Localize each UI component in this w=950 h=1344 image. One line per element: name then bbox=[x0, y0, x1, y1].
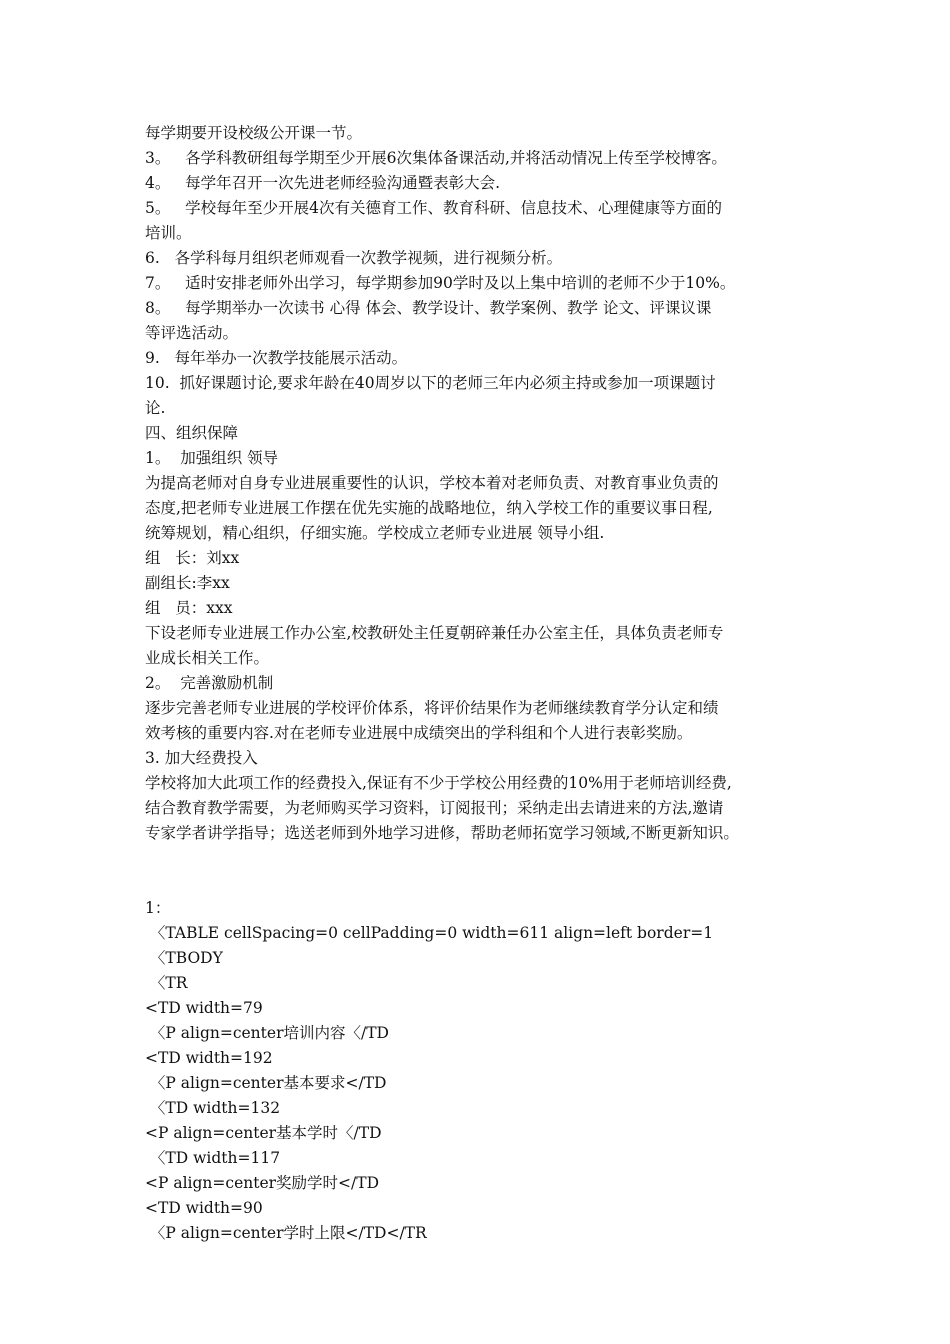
text-line: 5。 学校每年至少开展4次有关德育工作、教育科研、信息技术、心理健康等方面的 bbox=[145, 199, 723, 217]
text-line: 效考核的重要内容.对在老师专业进展中成绩突出的学科组和个人进行表彰奖励。 bbox=[145, 724, 693, 742]
code-line: 〈TD width=117 bbox=[145, 1149, 281, 1167]
text-line: 每学期要开设校级公开课一节。 bbox=[145, 124, 363, 142]
appendix-label: 1： bbox=[145, 899, 171, 917]
text-line: 等评选活动。 bbox=[145, 324, 239, 342]
text-line: 培训。 bbox=[145, 224, 192, 242]
text-line: 业成长相关工作。 bbox=[145, 649, 270, 667]
text-line: 下设老师专业进展工作办公室,校教研处主任夏朝碎兼任办公室主任，具体负责老师专 bbox=[145, 624, 724, 642]
subsection-heading: 3. 加大经费投入 bbox=[145, 749, 258, 767]
appendix-code bbox=[145, 896, 825, 1246]
text-line: 8。 每学期举办一次读书 心得 体会、教学设计、教学案例、教学 论文、评课议课 bbox=[145, 299, 712, 317]
subsection-heading: 1。 加强组织 领导 bbox=[145, 449, 279, 467]
code-line: <TD width=192 bbox=[145, 1049, 273, 1067]
code-line: 〈TR bbox=[145, 974, 188, 992]
text-line: 6. 各学科每月组织老师观看一次教学视频，进行视频分析。 bbox=[145, 249, 563, 267]
body-text bbox=[145, 121, 825, 846]
text-line: 专家学者讲学指导；选送老师到外地学习进修，帮助老师拓宽学习领域,不断更新知识。 bbox=[145, 824, 739, 842]
section-heading: 四、组织保障 bbox=[145, 424, 239, 442]
subsection-heading: 2。 完善激励机制 bbox=[145, 674, 274, 692]
spacer bbox=[145, 846, 825, 871]
code-line: 〈TBODY bbox=[145, 949, 223, 967]
members-line: 组 员：xxx bbox=[145, 599, 233, 617]
document-page bbox=[145, 121, 825, 1246]
text-line: 学校将加大此项工作的经费投入,保证有不少于学校公用经费的10%用于老师培训经费, bbox=[145, 774, 732, 792]
vice-leader-line: 副组长:李xx bbox=[145, 574, 230, 592]
text-line: 7。 适时安排老师外出学习，每学期参加90学时及以上集中培训的老师不少于10%。 bbox=[145, 274, 736, 292]
text-line: 3。 各学科教研组每学期至少开展6次集体备课活动,并将活动情况上传至学校博客。 bbox=[145, 149, 727, 167]
code-line: 〈TD width=132 bbox=[145, 1099, 281, 1117]
spacer bbox=[145, 871, 825, 896]
text-line: 9. 每年举办一次教学技能展示活动。 bbox=[145, 349, 408, 367]
text-line: 4。 每学年召开一次先进老师经验沟通暨表彰大会. bbox=[145, 174, 501, 192]
code-line: <P align=center基本学时〈/TD bbox=[145, 1124, 382, 1142]
code-line: 〈P align=center培训内容〈/TD bbox=[145, 1024, 389, 1042]
text-line: 结合教育教学需要，为老师购买学习资料，订阅报刊；采纳走出去请进来的方法,邀请 bbox=[145, 799, 724, 817]
code-line: <P align=center奖励学时</TD bbox=[145, 1174, 380, 1192]
code-line: <TD width=79 bbox=[145, 999, 263, 1017]
text-line: 论. bbox=[145, 399, 166, 417]
leader-line: 组 长：刘xx bbox=[145, 549, 240, 567]
code-line: 〈TABLE cellSpacing=0 cellPadding=0 width=611 align=left border=1 bbox=[145, 924, 714, 942]
text-line: 统筹规划，精心组织，仔细实施。学校成立老师专业进展 领导小组. bbox=[145, 524, 605, 542]
text-line: 10. 抓好课题讨论,要求年龄在40周岁以下的老师三年内必须主持或参加一项课题讨 bbox=[145, 374, 716, 392]
code-line: <TD width=90 bbox=[145, 1199, 263, 1217]
text-line: 态度,把老师专业进展工作摆在优先实施的战略地位，纳入学校工作的重要议事日程, bbox=[145, 499, 713, 517]
code-line: 〈P align=center基本要求</TD bbox=[145, 1074, 387, 1092]
text-line: 为提高老师对自身专业进展重要性的认识，学校本着对老师负责、对教育事业负责的 bbox=[145, 474, 719, 492]
code-line: 〈P align=center学时上限</TD</TR bbox=[145, 1224, 427, 1242]
text-line: 逐步完善老师专业进展的学校评价体系，将评价结果作为老师继续教育学分认定和绩 bbox=[145, 699, 719, 717]
